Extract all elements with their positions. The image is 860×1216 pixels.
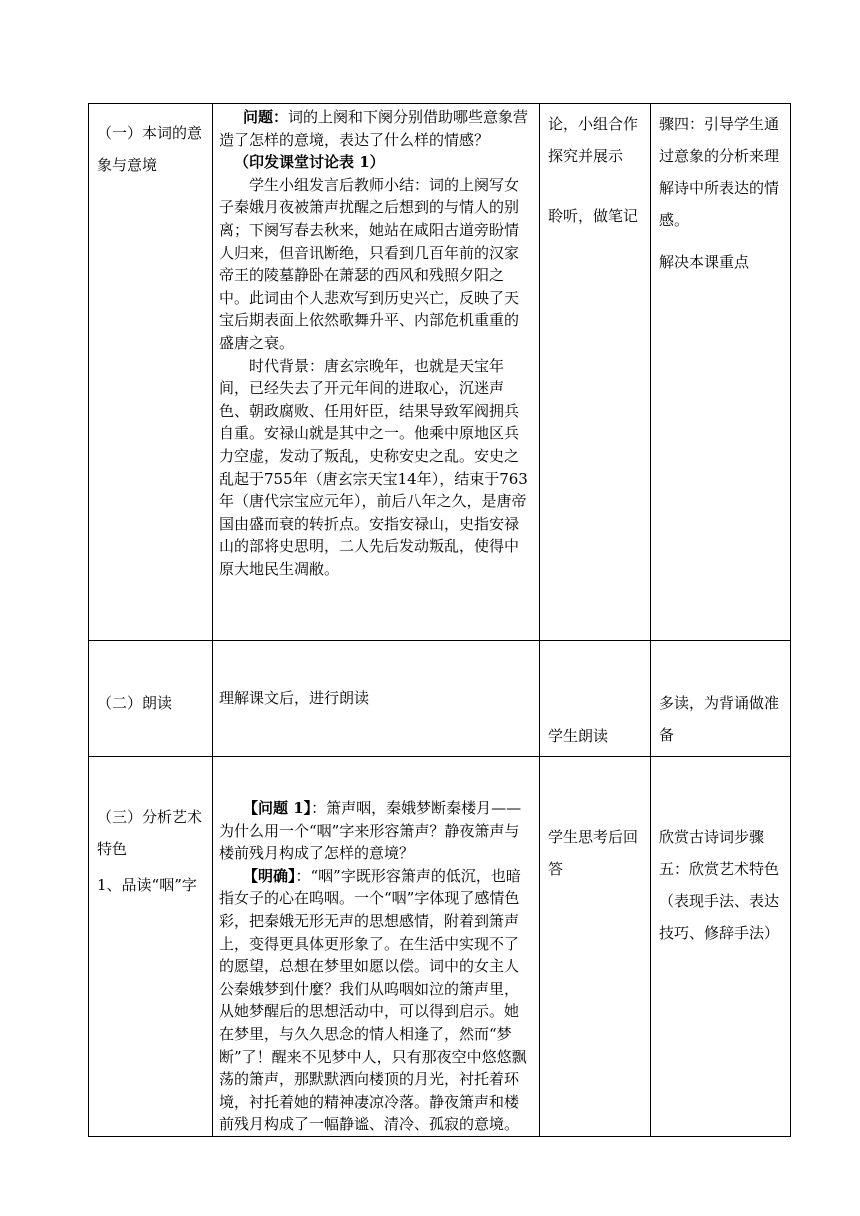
question-label: 问题： [243,108,289,126]
question-1-text: ：箫声咽，秦娥梦断秦楼月——为什么用一个“咽”字来形容箫声？静夜箫声与楼前残月构成了怎样的意境？ [219,799,522,863]
table-row [89,641,791,757]
design-purpose-cell [651,757,791,1137]
historical-background: 时代背景：唐玄宗晚年，也就是天宝年间，已经失去了开元年间的进取心，沉迷声色、朝政腐败、任用奸臣，结果导致军阀拥兵自重。安禄山就是其中之一。他乘中原地区兵力空虚，发动了叛乱，史称安史之乱。安史之乱起于755年（唐玄宗天宝14年），结束于763年（唐代宗宝应元年），前后八年之久，是唐帝国由盛而衰的转折点。安指安禄山，史指安禄山的部将史思明，二人先后发动叛乱，使得中原大地民生凋敝。 [219,356,528,578]
section-cell [89,104,213,641]
teacher-summary: 学生小组发言后教师小结：词的上阕写女子秦娥月夜被箫声扰醒之后想到的与情人的别离；下阕写春去秋来，她站在咸阳古道旁盼情人归来，但音讯断绝，只看到几百年前的汉家帝王的陵墓静卧在萧瑟的西风和残照夕阳之中。此词由个人悲欢写到历史兴亡，反映了天宝后期表面上依然歌舞升平、内部危机重重的盛唐之衰。 [219,175,520,352]
content-cell [213,641,540,757]
question-text: 词的上阕和下阕分别借助哪些意象营造了怎样的意境，表达了什么样的情感？ [219,108,529,149]
content-cell [213,104,540,641]
section-title: （三）分析艺术特色 [97,808,203,858]
design-purpose: 多读，为背诵做准备 [659,694,780,744]
design-purpose-cell [651,641,791,757]
section-title: （一）本词的意象与意境 [97,124,203,174]
student-activity: 学生朗读 [548,727,609,745]
lesson-plan-table [88,103,791,1137]
student-activity-cell [540,104,651,641]
section-title: （二）朗读 [97,694,173,712]
table-row [89,757,791,1137]
section-cell [89,641,213,757]
design-purpose: 解决本课重点 [659,253,750,271]
question-paragraph [219,106,533,151]
student-activity-cell [540,641,651,757]
design-purpose: 骤四：引导学生通过意象的分析来理解诗中所表达的情感。 [659,115,780,229]
section-subtitle: 1、品读“咽”字 [97,876,197,894]
student-activity: 学生思考后回答 [548,828,639,878]
handout-note: （印发课堂讨论表 1） [234,153,385,172]
answer-text: ：“咽”字既形容箫声的低沉，也暗指女子的心在呜咽。一个“咽”字体现了感情色彩，把秦娥无形无声的思想感情，附着到箫声上，变得更具体更形象了。在生活中实现不了的愿望，总想在梦里如愿以偿。词中的女主人公秦娥梦到什麼？我们从呜咽如泣的箫声里，从她梦醒后的思想活动中，可以得到启示。她在梦里，与久久思念的情人相逢了，然而“梦断”了！醒来不见梦中人，只有那夜空中悠悠飘荡的箫声，那默默洒向楼顶的月光，衬托着环境，衬托着她的精神凄凉冷落。静夜箫声和楼前残月构成了一幅静谧、清冷、孤寂的意境。 [219,866,527,1134]
student-activity: 论，小组合作探究并展示 [548,115,639,165]
reading-instruction: 理解课文后，进行朗读 [219,689,370,707]
question-1-label: 【问题 1】 [243,799,312,817]
student-activity-cell [540,757,651,1137]
content-cell [213,757,540,1137]
design-purpose: 欣赏古诗词步骤五：欣赏艺术特色（表现手法、表达技巧、修辞手法） [659,828,780,942]
question-1 [219,797,533,865]
table-row [89,104,791,641]
design-purpose-cell [651,104,791,641]
student-activity: 聆听，做笔记 [548,207,639,225]
section-cell [89,757,213,1137]
answer-paragraph [219,865,533,1136]
answer-label: 【明确】 [243,866,296,885]
